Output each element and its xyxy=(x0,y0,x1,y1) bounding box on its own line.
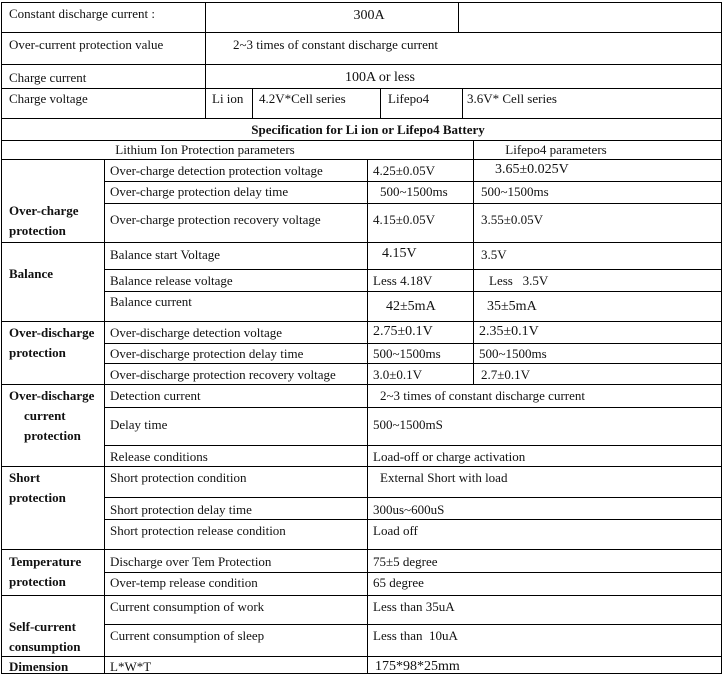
rule xyxy=(1,2,2,674)
charge-voltage-lfp-label: Lifepo4 xyxy=(388,91,430,106)
charge-voltage-lfp-value: 3.6V* Cell series xyxy=(467,91,557,106)
od-detection-lfp: 2.35±0.1V xyxy=(479,324,539,339)
short-release-value: Load off xyxy=(373,523,418,538)
oc-detection-param: Over-charge detection protection voltage xyxy=(110,163,323,178)
dimension-param: L*W*T xyxy=(110,659,152,674)
short-condition-value: External Short with load xyxy=(380,470,508,485)
oc-detection-lfp: 3.65±0.025V xyxy=(495,162,569,177)
group-overcharge-line2: protection xyxy=(9,223,66,238)
rule xyxy=(104,445,721,446)
rule xyxy=(367,159,368,674)
group-overdischarge-line2: protection xyxy=(9,345,66,360)
od-recovery-lfp: 2.7±0.1V xyxy=(481,367,531,382)
rule xyxy=(104,407,721,408)
odc-detection-value: 2~3 times of constant discharge current xyxy=(380,388,585,403)
od-detection-param: Over-discharge detection voltage xyxy=(110,325,283,340)
group-selfcurrent-line2: consumption xyxy=(9,639,81,654)
group-overdischarge-line1: Over-discharge xyxy=(9,325,95,340)
short-release-param: Short protection release condition xyxy=(110,523,286,538)
group-temperature-line2: protection xyxy=(9,574,66,589)
group-dimension: Dimension xyxy=(9,659,69,674)
odc-delay-param: Delay time xyxy=(110,417,168,432)
group-selfcurrent-line1: Self-current xyxy=(9,619,76,634)
od-delay-lfp: 500~1500ms xyxy=(479,346,547,361)
sc-work-param: Current consumption of work xyxy=(110,599,265,614)
rule xyxy=(380,88,381,118)
rule xyxy=(1,2,721,3)
sc-sleep-value: Less than 10uA xyxy=(373,628,458,643)
od-delay-li: 500~1500ms xyxy=(373,346,441,361)
charge-voltage-li-value: 4.2V*Cell series xyxy=(259,91,346,106)
overcurrent-value: 2~3 times of constant discharge current xyxy=(233,37,438,52)
bal-start-lfp: 3.5V xyxy=(481,247,507,262)
odc-release-value: Load-off or charge activation xyxy=(373,449,526,464)
rule xyxy=(252,88,253,118)
rule xyxy=(205,2,206,118)
group-short-line1: Short xyxy=(9,470,41,485)
bal-release-li: Less 4.18V xyxy=(373,273,433,288)
rule xyxy=(1,159,721,160)
rule xyxy=(462,88,463,118)
rule xyxy=(1,64,721,65)
rule xyxy=(104,203,721,204)
temp-discharge-param: Discharge over Tem Protection xyxy=(110,554,272,569)
odc-release-param: Release conditions xyxy=(110,449,208,464)
short-delay-param: Short protection delay time xyxy=(110,502,252,517)
oc-recovery-lfp: 3.55±0.05V xyxy=(481,212,544,227)
rule xyxy=(458,2,459,32)
rule xyxy=(104,159,105,674)
temp-release-value: 65 degree xyxy=(373,575,424,590)
oc-delay-li: 500~1500ms xyxy=(380,184,448,199)
rule xyxy=(104,291,721,292)
oc-detection-li: 4.25±0.05V xyxy=(373,163,436,178)
spec-title: Specification for Li ion or Lifepo4 Battery xyxy=(251,122,485,137)
group-overcharge-line1: Over-charge xyxy=(9,203,79,218)
dimension-value: 175*98*25mm xyxy=(375,659,460,674)
group-balance: Balance xyxy=(9,266,54,281)
rule xyxy=(1,595,721,596)
rule xyxy=(1,466,721,467)
od-detection-li: 2.75±0.1V xyxy=(373,324,433,339)
rule xyxy=(1,549,721,550)
group-odcurrent-line1: Over-discharge xyxy=(9,388,95,403)
rule xyxy=(104,343,721,344)
bal-current-li: 42±5mA xyxy=(386,299,436,314)
group-odcurrent-line3: protection xyxy=(24,428,81,443)
rule xyxy=(1,88,721,89)
charge-voltage-label: Charge voltage xyxy=(9,91,88,106)
rule xyxy=(104,497,721,498)
temp-release-param: Over-temp release condition xyxy=(110,575,258,590)
short-condition-param: Short protection condition xyxy=(110,470,247,485)
charge-current-value: 100A or less xyxy=(345,70,415,85)
rule xyxy=(104,269,721,270)
group-temperature-line1: Temperature xyxy=(9,554,82,569)
bal-current-param: Balance current xyxy=(110,294,192,309)
constant-discharge-label: Constant discharge current : xyxy=(9,6,155,21)
rule xyxy=(104,624,721,625)
oc-recovery-param: Over-charge protection recovery voltage xyxy=(110,212,321,227)
rule xyxy=(104,363,721,364)
sc-work-value: Less than 35uA xyxy=(373,599,455,614)
col-header-lfp: Lifepo4 parameters xyxy=(505,142,607,157)
temp-discharge-value: 75±5 degree xyxy=(373,554,438,569)
rule xyxy=(1,32,721,33)
od-recovery-param: Over-discharge protection recovery voltage xyxy=(110,367,336,382)
rule xyxy=(1,321,721,322)
rule xyxy=(1,656,721,657)
oc-recovery-li: 4.15±0.05V xyxy=(373,212,436,227)
group-odcurrent-line2: current xyxy=(24,408,66,423)
rule xyxy=(1,242,721,243)
oc-delay-lfp: 500~1500ms xyxy=(481,184,549,199)
constant-discharge-value: 300A xyxy=(353,8,385,23)
short-delay-value: 300us~600uS xyxy=(373,502,445,517)
rule xyxy=(473,140,474,384)
rule xyxy=(104,181,721,182)
od-recovery-li: 3.0±0.1V xyxy=(373,367,423,382)
charge-current-label: Charge current xyxy=(9,70,87,85)
rule xyxy=(104,572,721,573)
rule xyxy=(1,118,721,119)
odc-detection-param: Detection current xyxy=(110,388,201,403)
oc-delay-param: Over-charge protection delay time xyxy=(110,184,289,199)
bal-current-lfp: 35±5mA xyxy=(487,299,537,314)
rule xyxy=(1,384,721,385)
bal-release-lfp: Less 3.5V xyxy=(489,273,549,288)
odc-delay-value: 500~1500mS xyxy=(373,417,443,432)
rule xyxy=(104,519,721,520)
bal-release-param: Balance release voltage xyxy=(110,273,233,288)
od-delay-param: Over-discharge protection delay time xyxy=(110,346,304,361)
sc-sleep-param: Current consumption of sleep xyxy=(110,628,265,643)
overcurrent-label: Over-current protection value xyxy=(9,37,164,52)
charge-voltage-li-label: Li ion xyxy=(212,91,244,106)
rule xyxy=(1,140,721,141)
bal-start-param: Balance start Voltage xyxy=(110,247,220,262)
rule xyxy=(1,673,721,674)
group-short-line2: protection xyxy=(9,490,66,505)
col-header-li: Lithium Ion Protection parameters xyxy=(115,142,295,157)
bal-start-li: 4.15V xyxy=(382,246,417,261)
